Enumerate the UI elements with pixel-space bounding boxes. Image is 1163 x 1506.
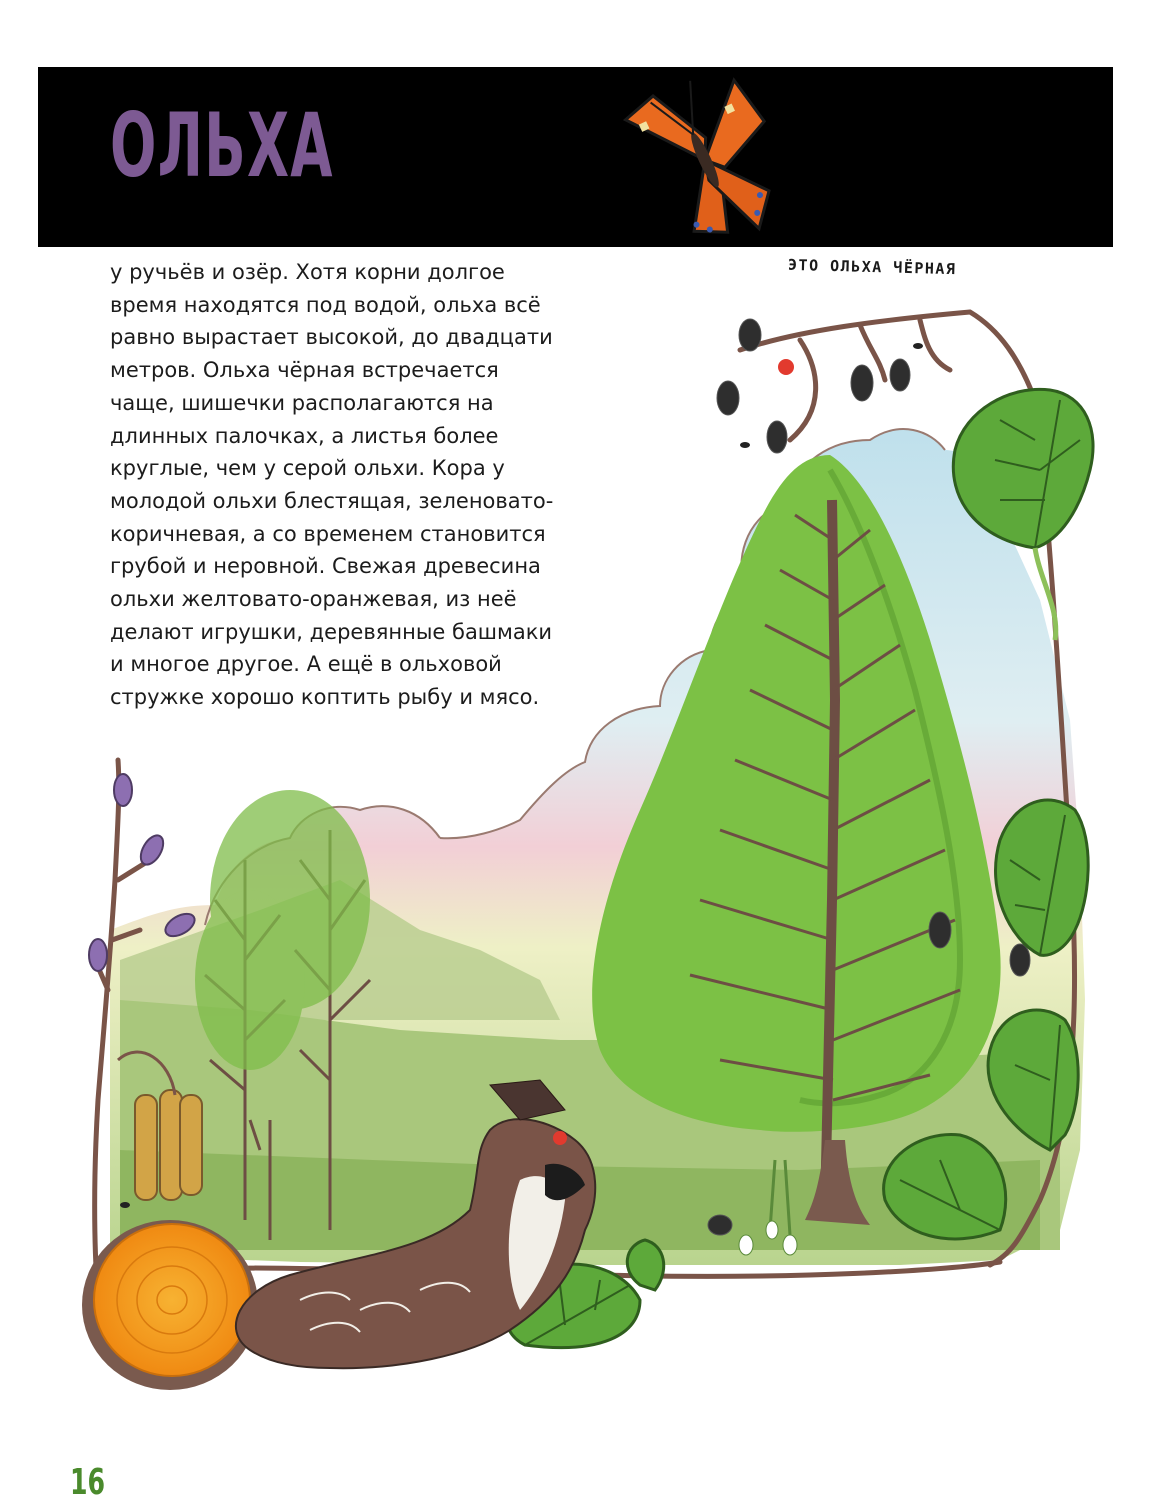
page-number: 16 bbox=[70, 1462, 106, 1503]
body-line: стружке хорошо коптить рыбу и мясо. bbox=[110, 685, 540, 710]
catkin-icon bbox=[135, 1090, 202, 1200]
body-line: ольхи желтовато-оранжевая, из неё bbox=[110, 587, 517, 612]
body-line: делают игрушки, деревянные башмаки bbox=[110, 619, 553, 644]
body-line: молодой ольхи блестящая, зеленовато- bbox=[110, 488, 554, 513]
body-line: время находятся под водой, ольха всё bbox=[110, 292, 541, 317]
log-slice-icon bbox=[82, 1220, 258, 1390]
body-line: и многое другое. А ещё в ольховой bbox=[110, 652, 502, 677]
body-line: грубой и неровной. Свежая древесина bbox=[110, 554, 541, 579]
page-title: ОЛЬХА bbox=[110, 94, 334, 197]
illustration-caption: ЭТО ОЛЬХА ЧЁРНАЯ bbox=[787, 255, 957, 279]
body-line: длинных палочках, а листья более bbox=[110, 423, 499, 448]
body-line: метров. Ольха чёрная встречается bbox=[110, 358, 499, 383]
butterfly-icon bbox=[621, 58, 804, 260]
red-catkin bbox=[778, 359, 794, 375]
body-line: коричневая, а со временем становится bbox=[110, 521, 546, 546]
body-line: у ручьёв и озёр. Хотя корни долгое bbox=[110, 260, 505, 284]
body-line: равно вырастает высокой, до двадцати bbox=[110, 325, 553, 350]
body-text bbox=[110, 256, 596, 714]
body-line: чаще, шишечки располагаются на bbox=[110, 390, 494, 415]
body-line: круглые, чем у серой ольхи. Кора у bbox=[110, 456, 505, 481]
